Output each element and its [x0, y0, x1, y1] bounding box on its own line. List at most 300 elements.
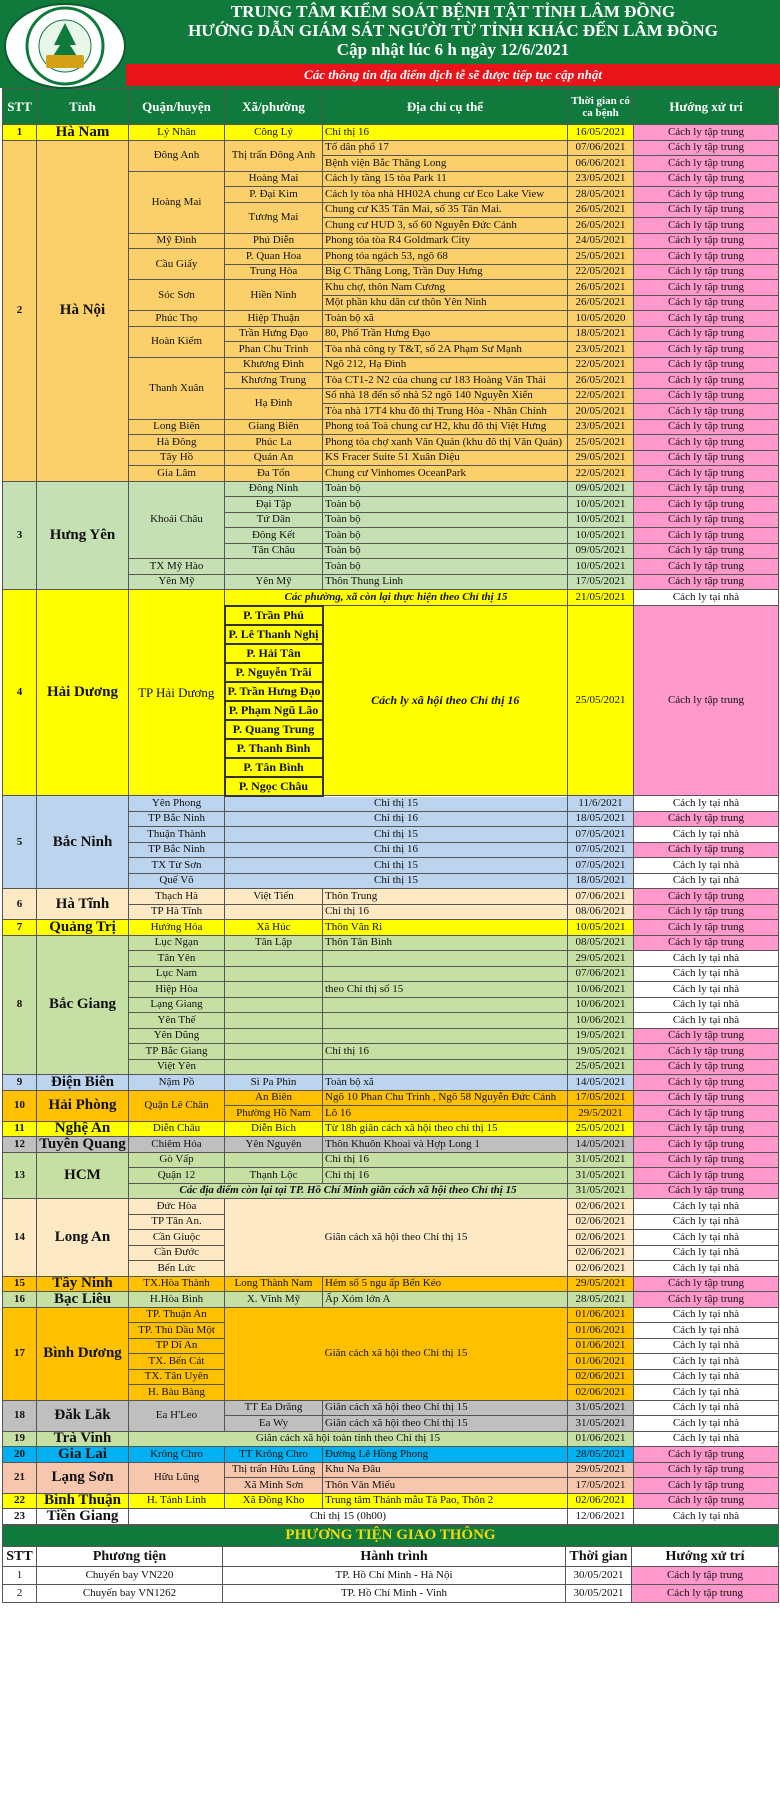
district-cell: Sóc Sơn	[129, 280, 225, 311]
ward-cell: Si Pa Phìn	[225, 1075, 323, 1091]
action-cell: Cách ly tại nhà	[634, 1431, 779, 1447]
col-stt: STT	[3, 89, 37, 125]
transport-col-vehicle: Phương tiện	[37, 1546, 223, 1566]
stt-cell: 9	[3, 1075, 37, 1091]
district-cell: Hướng Hóa	[129, 920, 225, 936]
cell: 1	[3, 1566, 37, 1584]
table-row	[3, 1199, 779, 1215]
date-cell: 02/06/2021	[568, 1230, 634, 1246]
ward-cell: Hiền Ninh	[225, 280, 323, 311]
ward-cell: Trần Hưng Đạo	[225, 326, 323, 342]
ward-cell: Long Thành Nam	[225, 1276, 323, 1292]
address-cell: Toàn bộ	[323, 512, 568, 528]
ward-cell: Phú Diễn	[225, 233, 323, 249]
district-cell: Lý Nhân	[129, 125, 225, 141]
cell: Cách ly tại nhà	[634, 590, 779, 606]
ward-cell: Xã Minh Sơn	[225, 1478, 323, 1494]
district-cell: TP. Thủ Dầu Một	[129, 1323, 225, 1339]
province-cell: Đăk Lăk	[37, 1400, 129, 1431]
action-cell: Cách ly tại nhà	[634, 1416, 779, 1432]
district-cell: Nậm Pồ	[129, 1075, 225, 1091]
address-cell: Đường Lê Hồng Phong	[323, 1447, 568, 1463]
action-cell: Cách ly tại nhà	[634, 858, 779, 874]
address-cell: Thôn Trung	[323, 889, 568, 905]
province-cell: Tiền Giang	[37, 1509, 129, 1525]
action-cell: Cách ly tập trung	[634, 218, 779, 234]
action-cell: Cách ly tập trung	[634, 1028, 779, 1044]
header-title-2: HƯỚNG DẪN GIÁM SÁT NGƯỜI TỪ TỈNH KHÁC ĐẾN LÂM ĐỒNG	[188, 21, 718, 40]
action-cell: Cách ly tập trung	[634, 1152, 779, 1168]
district-cell: Hoàn Kiếm	[129, 326, 225, 357]
district-cell: TX Mỹ Hào	[129, 559, 225, 575]
ward-cell: Tứ Dân	[225, 512, 323, 528]
action-cell: Cách ly tại nhà	[634, 1199, 779, 1215]
address-cell: Lô 16	[323, 1106, 568, 1122]
action-cell: Cách ly tập trung	[634, 280, 779, 296]
action-cell: Cách ly tập trung	[634, 1168, 779, 1184]
table-row	[3, 590, 779, 606]
action-cell: Cách ly tập trung	[634, 1276, 779, 1292]
cell: Cách ly tập trung	[634, 606, 779, 796]
address-cell: Tổ dân phố 17	[323, 140, 568, 156]
stt-cell: 14	[3, 1199, 37, 1277]
address-cell: Chỉ thị 15	[225, 873, 568, 889]
ward-cell	[225, 997, 323, 1013]
action-cell: Cách ly tập trung	[634, 543, 779, 559]
date-cell: 01/06/2021	[568, 1338, 634, 1354]
ward-cell: TT Krông Chro	[225, 1447, 323, 1463]
action-cell: Cách ly tập trung	[634, 1044, 779, 1060]
ward-cell: Hiệp Thuận	[225, 311, 323, 327]
address-cell: Giãn cách xã hội theo Chỉ thị 15	[323, 1416, 568, 1432]
district-cell: Krông Chro	[129, 1447, 225, 1463]
date-cell: 22/05/2021	[568, 357, 634, 373]
address-cell: Big C Thăng Long, Trần Duy Hưng	[323, 264, 568, 280]
date-cell: 25/05/2021	[568, 249, 634, 265]
date-cell: 14/05/2021	[568, 1137, 634, 1153]
district-cell: TP Bắc Ninh	[129, 842, 225, 858]
address-cell	[323, 966, 568, 982]
action-cell: Cách ly tập trung	[634, 435, 779, 451]
ward-cell: Công Lý	[225, 125, 323, 141]
date-cell: 29/05/2021	[568, 1276, 634, 1292]
address-cell: Toàn bộ	[323, 559, 568, 575]
action-cell: Cách ly tập trung	[634, 1447, 779, 1463]
date-cell: 16/05/2021	[568, 125, 634, 141]
action-cell: Cách ly tập trung	[634, 264, 779, 280]
ward-cell: Thị trấn Đông Anh	[225, 140, 323, 171]
ward-cell: Đa Tốn	[225, 466, 323, 482]
table-row	[3, 935, 779, 951]
ward-cell	[225, 1013, 323, 1029]
date-cell: 02/06/2021	[568, 1245, 634, 1261]
action-cell: Cách ly tập trung	[634, 1075, 779, 1091]
ward-cell: Tân Lập	[225, 935, 323, 951]
province-cell: Tây Ninh	[37, 1276, 129, 1292]
action-cell: Cách ly tại nhà	[634, 873, 779, 889]
address-cell: Ấp Xóm lớn A	[323, 1292, 568, 1308]
address-cell: Cách ly tòa nhà HH02A chung cư Eco Lake View	[323, 187, 568, 203]
date-cell: 20/05/2021	[568, 404, 634, 420]
address-cell: Phong toả Toà chung cư H2, khu đô thị Việt Hưng	[323, 419, 568, 435]
ward-cell: Ea Wy	[225, 1416, 323, 1432]
action-cell: Cách ly tại nhà	[634, 1261, 779, 1277]
ward-cell: Tương Mai	[225, 202, 323, 233]
district-cell: Đức Hòa	[129, 1199, 225, 1215]
table-row	[3, 1075, 779, 1091]
district-cell: TP Bắc Giang	[129, 1044, 225, 1060]
address-cell: 80, Phố Trần Hưng Đạo	[323, 326, 568, 342]
action-cell: Cách ly tập trung	[634, 156, 779, 172]
table-row	[3, 1292, 779, 1308]
address-cell: Toàn bộ	[323, 528, 568, 544]
address-cell	[323, 997, 568, 1013]
table-row	[3, 889, 779, 905]
district-cell: Thạch Hà	[129, 889, 225, 905]
province-cell: Hà Tĩnh	[37, 889, 129, 920]
address-cell	[323, 1059, 568, 1075]
address-cell: Từ 18h giãn cách xã hội theo chỉ thị 15	[323, 1121, 568, 1137]
date-cell: 24/05/2021	[568, 233, 634, 249]
address-cell: Khu chợ, thôn Nam Cương	[323, 280, 568, 296]
cell: 25/05/2021	[568, 606, 634, 796]
district-cell: Cần Giuộc	[129, 1230, 225, 1246]
action-cell: Cách ly tập trung	[634, 935, 779, 951]
ward-cell	[225, 1059, 323, 1075]
address-cell	[323, 1028, 568, 1044]
table-row	[3, 1566, 779, 1584]
action-cell: Cách ly tập trung	[634, 326, 779, 342]
date-cell: 26/05/2021	[568, 280, 634, 296]
date-cell: 10/05/2021	[568, 528, 634, 544]
district-cell: Chiêm Hóa	[129, 1137, 225, 1153]
district-cell: Thanh Xuân	[129, 357, 225, 419]
ward-cell: Phan Chu Trinh	[225, 342, 323, 358]
stt-cell: 22	[3, 1493, 37, 1509]
note-cell: Các phường, xã còn lại thực hiện theo Chỉ thị 15	[225, 590, 568, 606]
stt-cell: 11	[3, 1121, 37, 1137]
date-cell: 10/05/2021	[568, 920, 634, 936]
note-cell: Cách ly xã hội theo Chỉ thị 16	[323, 606, 568, 796]
table-row	[3, 1493, 779, 1509]
stt-cell: 13	[3, 1152, 37, 1199]
province-cell: Hải Dương	[37, 590, 129, 796]
action-cell: Cách ly tập trung	[634, 842, 779, 858]
address-cell: Chỉ thị 15	[225, 827, 568, 843]
transport-col-time: Thời gian	[566, 1546, 632, 1566]
table-row	[3, 1090, 779, 1106]
date-cell: 22/05/2021	[568, 466, 634, 482]
table-row	[3, 1584, 779, 1602]
ward-cell	[225, 1028, 323, 1044]
ward-cell: Đông Ninh	[225, 481, 323, 497]
address-cell: Toàn bộ xã	[323, 311, 568, 327]
action-cell: Cách ly tại nhà	[634, 1400, 779, 1416]
date-cell: 10/05/2021	[568, 497, 634, 513]
address-cell: Thôn Thung Linh	[323, 574, 568, 590]
action-cell: Cách ly tập trung	[634, 357, 779, 373]
ward-cell: Hạ Đình	[225, 388, 323, 419]
table-row	[3, 125, 779, 141]
date-cell: 25/05/2021	[568, 435, 634, 451]
date-cell: 17/05/2021	[568, 1090, 634, 1106]
address-cell: Giãn cách xã hội theo Chỉ thị 15	[323, 1400, 568, 1416]
ward-cell: Khương Đình	[225, 357, 323, 373]
ward-cell	[225, 1152, 323, 1168]
district-cell: Đông Anh	[129, 140, 225, 171]
date-cell: 10/05/2020	[568, 311, 634, 327]
stt-cell: 12	[3, 1137, 37, 1153]
date-cell: 02/06/2021	[568, 1385, 634, 1401]
district-cell: TP Hải Dương	[129, 590, 225, 796]
date-cell: 17/05/2021	[568, 574, 634, 590]
stt-cell: 8	[3, 935, 37, 1075]
stt-cell: 4	[3, 590, 37, 796]
stt-cell: 2	[3, 140, 37, 481]
action-cell: Cách ly tập trung	[634, 528, 779, 544]
stt-cell: 1	[3, 125, 37, 141]
action-cell: Cách ly tại nhà	[634, 1354, 779, 1370]
cell: Chuyến bay VN1262	[37, 1584, 223, 1602]
col-action: Hướng xử trí	[634, 89, 779, 125]
date-cell: 07/05/2021	[568, 858, 634, 874]
date-cell: 10/05/2021	[568, 512, 634, 528]
stt-cell: 23	[3, 1509, 37, 1525]
table-row	[3, 1152, 779, 1168]
ward-cell	[225, 951, 323, 967]
district-cell: TP. Thuận An	[129, 1307, 225, 1323]
address-cell: Tòa nhà 17T4 khu đô thị Trung Hòa - Nhân Chính	[323, 404, 568, 420]
cell: TP. Hồ Chí Minh - Vinh	[223, 1584, 566, 1602]
date-cell: 31/05/2021	[568, 1168, 634, 1184]
address-cell: Chung cư HUD 3, số 60 Nguyễn Đức Cảnh	[323, 218, 568, 234]
action-cell: Cách ly tập trung	[634, 1121, 779, 1137]
cell: 21/05/2021	[568, 590, 634, 606]
action-cell: Cách ly tập trung	[634, 202, 779, 218]
table-row	[3, 1121, 779, 1137]
action-cell: Cách ly tập trung	[634, 574, 779, 590]
district-cell: TX.Hòa Thành	[129, 1276, 225, 1292]
district-cell: Lục Nam	[129, 966, 225, 982]
action-cell: Cách ly tập trung	[634, 1090, 779, 1106]
action-cell: Cách ly tập trung	[634, 373, 779, 389]
date-cell: 10/06/2021	[568, 997, 634, 1013]
province-cell: Tuyên Quang	[37, 1137, 129, 1153]
date-cell: 26/05/2021	[568, 202, 634, 218]
cell: TP. Hồ Chí Minh - Hà Nội	[223, 1566, 566, 1584]
action-cell: Cách ly tập trung	[634, 419, 779, 435]
district-cell: H.Hòa Bình	[129, 1292, 225, 1308]
district-cell: Yên Mỹ	[129, 574, 225, 590]
action-cell: Cách ly tập trung	[634, 249, 779, 265]
cell: 2	[3, 1584, 37, 1602]
address-cell: Chỉ thị 16	[225, 811, 568, 827]
stt-cell: 19	[3, 1431, 37, 1447]
ward-cell: An Biên	[225, 1090, 323, 1106]
stt-cell: 18	[3, 1400, 37, 1431]
transport-col-stt: STT	[3, 1546, 37, 1566]
address-cell: Chung cư K35 Tân Mai, số 35 Tân Mai.	[323, 202, 568, 218]
action-cell: Cách ly tập trung	[634, 404, 779, 420]
date-cell: 02/06/2021	[568, 1493, 634, 1509]
action-cell: Cách ly tập trung	[634, 920, 779, 936]
district-cell: Gò Vấp	[129, 1152, 225, 1168]
province-cell: Bắc Giang	[37, 935, 129, 1075]
address-cell: Một phần khu dân cư thôn Yên Ninh	[323, 295, 568, 311]
address-cell: Giãn cách xã hội toàn tỉnh theo Chỉ thị 15	[129, 1431, 568, 1447]
address-cell: Phong tỏa chợ xanh Văn Quán (khu đô thị Văn Quán)	[323, 435, 568, 451]
ward-cell: Phường Hồ Nam	[225, 1106, 323, 1122]
table-row	[3, 920, 779, 936]
address-cell: Bệnh viện Bắc Thăng Long	[323, 156, 568, 172]
date-cell: 07/06/2021	[568, 966, 634, 982]
date-cell: 07/05/2021	[568, 842, 634, 858]
address-cell: Phong tỏa ngách 53, ngõ 68	[323, 249, 568, 265]
ward-cell: TT Ea Drăng	[225, 1400, 323, 1416]
action-cell: Cách ly tại nhà	[634, 827, 779, 843]
ward-cell: Thạnh Lộc	[225, 1168, 323, 1184]
address-cell: theo Chỉ thị số 15	[323, 982, 568, 998]
header-title-1: TRUNG TÂM KIỂM SOÁT BỆNH TẬT TỈNH LÂM ĐỒNG	[230, 2, 676, 21]
action-cell: Cách ly tập trung	[634, 187, 779, 203]
date-cell: 23/05/2021	[568, 342, 634, 358]
address-cell: Số nhà 18 đến số nhà 52 ngõ 140 Nguyễn Xiển	[323, 388, 568, 404]
col-province: Tỉnh	[37, 89, 129, 125]
date-cell: 25/05/2021	[568, 1121, 634, 1137]
province-cell: Hải Phòng	[37, 1090, 129, 1121]
table-row	[3, 1276, 779, 1292]
ward-cell: X. Vĩnh Mỹ	[225, 1292, 323, 1308]
address-cell: Chỉ thị 16	[323, 125, 568, 141]
date-cell: 11/6/2021	[568, 796, 634, 812]
address-cell: Chỉ thị 15	[225, 858, 568, 874]
district-cell: TP Bắc Ninh	[129, 811, 225, 827]
ward-cell: Diễn Bích	[225, 1121, 323, 1137]
transport-title: PHƯƠNG TIỆN GIAO THÔNG	[3, 1525, 779, 1546]
date-cell: 01/06/2021	[568, 1431, 634, 1447]
epidemic-table	[2, 88, 779, 1525]
district-cell: Ea H'Leo	[129, 1400, 225, 1431]
district-cell: H. Bàu Bàng	[129, 1385, 225, 1401]
date-cell: 02/06/2021	[568, 1199, 634, 1215]
cdc-logo	[4, 3, 126, 89]
date-cell: 28/05/2021	[568, 1447, 634, 1463]
date-cell: 29/05/2021	[568, 450, 634, 466]
address-cell: Toàn bộ	[323, 481, 568, 497]
ward-cell: P. Quan Hoa	[225, 249, 323, 265]
date-cell: 07/06/2021	[568, 889, 634, 905]
table-row	[3, 1400, 779, 1416]
action-cell: Cách ly tại nhà	[634, 951, 779, 967]
ward-cell: P. Trần Hưng Đạo	[225, 682, 323, 701]
district-cell: Lạng Giang	[129, 997, 225, 1013]
ward-cell: Quán An	[225, 450, 323, 466]
address-cell: Chung cư Vinhomes OceanPark	[323, 466, 568, 482]
ward-cell: P. Phạm Ngũ Lão	[225, 701, 323, 720]
table-row	[3, 140, 779, 156]
province-cell: Gia Lai	[37, 1447, 129, 1463]
action-cell: Cách ly tập trung	[634, 450, 779, 466]
date-cell: 02/06/2021	[568, 1214, 634, 1230]
district-cell: Cần Đước	[129, 1245, 225, 1261]
ward-cell: Khương Trung	[225, 373, 323, 389]
district-cell: Tây Hồ	[129, 450, 225, 466]
action-cell: Cách ly tập trung	[634, 1462, 779, 1478]
action-cell: Cách ly tập trung	[634, 1059, 779, 1075]
province-cell: Hà Nội	[37, 140, 129, 481]
stt-cell: 10	[3, 1090, 37, 1121]
district-cell: Hữu Lũng	[129, 1462, 225, 1493]
ward-cell	[225, 559, 323, 575]
date-cell: 12/06/2021	[568, 1509, 634, 1525]
ward-cell: P. Đại Kim	[225, 187, 323, 203]
date-cell: 31/05/2021	[568, 1183, 634, 1199]
table-row	[3, 1509, 779, 1525]
stt-cell: 15	[3, 1276, 37, 1292]
action-cell: Cách ly tại nhà	[634, 1509, 779, 1525]
ward-cell: P. Hải Tân	[225, 644, 323, 663]
district-cell: TP Tân An.	[129, 1214, 225, 1230]
ward-cell: P. Thanh Bình	[225, 739, 323, 758]
district-cell: Long Biên	[129, 419, 225, 435]
address-cell: Thôn Tân Bình	[323, 935, 568, 951]
col-address: Địa chỉ cụ thể	[323, 89, 568, 125]
district-cell: TX. Tân Uyên	[129, 1369, 225, 1385]
date-cell: 26/05/2021	[568, 218, 634, 234]
action-cell: Cách ly tại nhà	[634, 982, 779, 998]
col-district: Quận/huyện	[129, 89, 225, 125]
action-cell: Cách ly tập trung	[634, 1493, 779, 1509]
action-cell: Cách ly tại nhà	[634, 1013, 779, 1029]
province-cell: Trà Vinh	[37, 1431, 129, 1447]
ward-cell: Thị trấn Hữu Lũng	[225, 1462, 323, 1478]
address-cell: Chỉ thị 16	[225, 842, 568, 858]
ward-cell: Yên Nguyên	[225, 1137, 323, 1153]
action-cell: Cách ly tập trung	[634, 388, 779, 404]
district-cell: Mỹ Đình	[129, 233, 225, 249]
header-title-3: Cập nhật lúc 6 h ngày 12/6/2021	[336, 40, 570, 59]
action-cell: Cách ly tập trung	[634, 311, 779, 327]
district-cell: Tân Yên	[129, 951, 225, 967]
address-cell: Toàn bộ	[323, 497, 568, 513]
ward-cell	[225, 966, 323, 982]
table-row	[3, 1137, 779, 1153]
ward-cell: Đông Kết	[225, 528, 323, 544]
province-cell: Bạc Liêu	[37, 1292, 129, 1308]
table-header	[3, 89, 779, 125]
note-cell: Các địa điểm còn lại tại TP. Hồ Chí Minh giãn cách xã hội theo Chỉ thị 15	[129, 1183, 568, 1199]
action-cell: Cách ly tập trung	[634, 811, 779, 827]
ward-cell: Việt Tiến	[225, 889, 323, 905]
province-cell: Long An	[37, 1199, 129, 1277]
transport-table	[2, 1525, 779, 1603]
date-cell: 14/05/2021	[568, 1075, 634, 1091]
col-ward: Xã/phường	[225, 89, 323, 125]
ward-cell: P. Ngọc Châu	[225, 777, 323, 796]
ward-cell: Xã Húc	[225, 920, 323, 936]
address-cell: Ngõ 10 Phan Chu Trinh , Ngõ 58 Nguyễn Đức Cảnh	[323, 1090, 568, 1106]
address-cell: Hẻm số 5 ngu ấp Bến Kéo	[323, 1276, 568, 1292]
ward-cell: Tân Châu	[225, 543, 323, 559]
district-cell: Việt Yên	[129, 1059, 225, 1075]
ward-cell: Xã Đồng Kho	[225, 1493, 323, 1509]
stt-cell: 7	[3, 920, 37, 936]
date-cell: 01/06/2021	[568, 1323, 634, 1339]
date-cell: 25/05/2021	[568, 1059, 634, 1075]
action-cell: Cách ly tập trung	[634, 1292, 779, 1308]
province-cell: Bắc Ninh	[37, 796, 129, 889]
ward-cell: P. Quang Trung	[225, 720, 323, 739]
